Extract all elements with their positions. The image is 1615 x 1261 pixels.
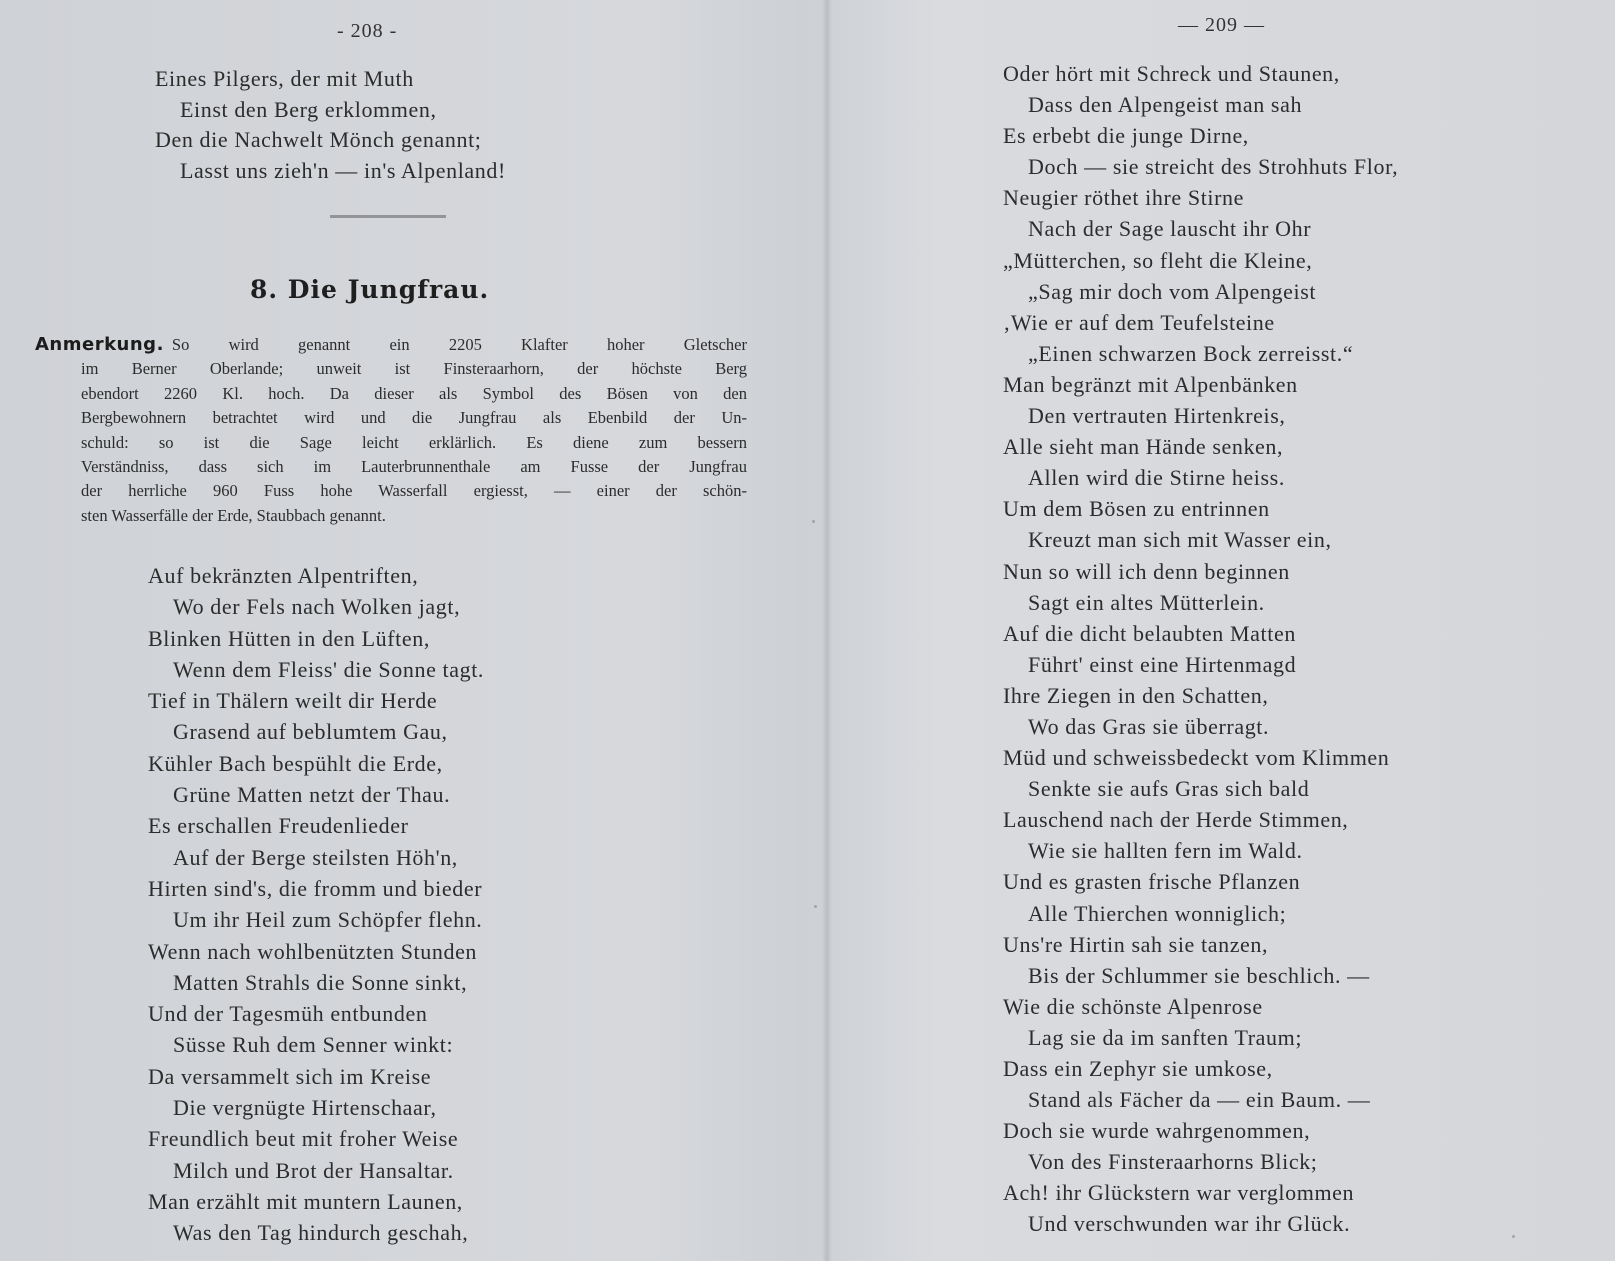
verse-line: Man begränzt mit Alpenbänken [1003,371,1298,397]
verse-line: Die vergnügte Hirtenschaar, [173,1095,437,1121]
verse-line: Da versammelt sich im Kreise [148,1063,432,1089]
paper-speck [1512,1235,1515,1238]
verse-line: Dass ein Zephyr sie umkose, [1003,1056,1273,1081]
verse-line: Wie sie hallten fern im Wald. [1028,838,1303,864]
verse-line: Wenn dem Fleiss' die Sonne tagt. [173,656,485,682]
verse-line: „Einen schwarzen Bock zerreisst.“ [1028,340,1354,366]
verse-line: Auf bekränzten Alpentriften, [148,563,419,588]
verse-line: Uns're Hirtin sah sie tanzen, [1003,931,1269,957]
verse-line: Lasst uns zieh'n — in's Alpenland! [180,157,506,183]
verse-line: ‚Wie er auf dem Teufelsteine [1003,309,1275,335]
verse-line: Um ihr Heil zum Schöpfer flehn. [173,907,483,933]
verse-line: Milch und Brot der Hansaltar. [173,1157,454,1183]
verse-line: Auf die dicht belaubten Matten [1003,620,1296,646]
poem-title: 8. Die Jungfrau. [250,275,490,304]
verse-line: Um dem Bösen zu entrinnen [1003,496,1270,522]
right-page [832,0,1615,1261]
top-verse [155,64,506,186]
verse-line: Ach! ihr Glückstern war verglommen [1003,1180,1355,1206]
verse-line: Kreuzt man sich mit Wasser ein, [1028,527,1332,553]
poem-verse-left [148,560,484,1249]
verse-line: Dass den Alpengeist man sah [1028,92,1303,118]
verse-line: Kühler Bach bespühlt die Erde, [148,750,443,776]
note-line: der herrliche 960 Fuss hohe Wasserfall ergiesst, — einer der schön- [81,481,747,501]
note-label: Anmerkung. [35,334,164,355]
verse-line: Stand als Fächer da — ein Baum. — [1028,1087,1371,1113]
verse-line: Eines Pilgers, der mit Muth [155,66,414,91]
note-text: So wird genannt ein 2205 Klafter hoher Gletscher [171,335,747,354]
note-line: im Berner Oberlande; unweit ist Finsteraarhorn, der höchste Berg [81,359,747,379]
verse-line: Doch sie wurde wahrgenommen, [1003,1118,1311,1144]
paper-speck [814,905,817,908]
verse-line: Ihre Ziegen in den Schatten, [1003,682,1269,708]
verse-line: Oder hört mit Schreck und Staunen, [1003,61,1340,86]
verse-line: Von des Finsteraarhorns Blick; [1028,1149,1318,1175]
verse-line: Wo der Fels nach Wolken jagt, [173,594,461,620]
verse-line: Allen wird die Stirne heiss. [1028,465,1285,491]
verse-line: „Sag mir doch vom Alpengeist [1028,278,1317,304]
verse-line: Wie die schönste Alpenrose [1003,993,1263,1019]
paper-speck [812,520,815,523]
verse-line: Sagt ein altes Mütterlein. [1028,589,1265,615]
note-line: Bergbewohnern betrachtet wird und die Jungfrau als Ebenbild der Un- [81,408,747,428]
verse-line: „Mütterchen, so fleht die Kleine, [1003,247,1313,273]
verse-line: Senkte sie aufs Gras sich bald [1028,776,1310,802]
verse-line: Süsse Ruh dem Senner winkt: [173,1032,454,1058]
verse-line: Doch — sie streicht des Strohhuts Flor, [1028,154,1399,180]
verse-line: Hirten sind's, die fromm und bieder [148,875,483,901]
page-number-left: - 208 - [337,20,398,42]
verse-line: Führt' einst eine Hirtenmagd [1028,651,1297,677]
poem-verse-right [1003,58,1398,1240]
verse-line: Müd und schweissbedeckt vom Klimmen [1003,745,1390,771]
note-line: Verständniss, dass sich im Lauterbrunnenthale am Fusse der Jungfrau [81,457,747,477]
verse-line: Blinken Hütten in den Lüften, [148,625,430,651]
verse-line: Und der Tagesmüh entbunden [148,1001,428,1027]
verse-line: Alle Thierchen wonniglich; [1028,900,1287,926]
verse-line: Man erzählt mit muntern Launen, [148,1188,463,1214]
page-number-right: — 209 — [1178,14,1265,36]
annotation-note [35,333,747,528]
verse-line: Den die Nachwelt Mönch genannt; [155,127,482,152]
verse-line: Grasend auf beblumtem Gau, [173,719,448,745]
verse-line: Neugier röthet ihre Stirne [1003,185,1245,211]
verse-line: Freundlich beut mit froher Weise [148,1126,459,1152]
note-line: schuld: so ist die Sage leicht erklärlich. Es diene zum bessern [81,432,747,452]
verse-line: Lauschend nach der Herde Stimmen, [1003,807,1349,833]
verse-line: Bis der Schlummer sie beschlich. — [1028,962,1370,988]
verse-line: Alle sieht man Hände senken, [1003,434,1284,460]
verse-line: Es erbebt die junge Dirne, [1003,123,1249,149]
verse-line: Und es grasten frische Pflanzen [1003,869,1301,895]
verse-line: Matten Strahls die Sonne sinkt, [173,969,468,995]
note-line [35,333,747,357]
verse-line: Es erschallen Freudenlieder [148,813,409,839]
verse-line: Wenn nach wohlbenützten Stunden [148,938,478,964]
note-line: sten Wasserfälle der Erde, Staubbach genannt. [81,505,386,525]
book-gutter [822,0,832,1261]
verse-line: Nun so will ich denn beginnen [1003,558,1290,584]
verse-line: Lag sie da im sanften Traum; [1028,1024,1303,1050]
verse-line: Einst den Berg erklommen, [180,96,437,122]
verse-line: Grüne Matten netzt der Thau. [173,782,451,808]
verse-line: Tief in Thälern weilt dir Herde [148,688,438,714]
section-divider [330,215,446,218]
verse-line: Wo das Gras sie überragt. [1028,713,1270,739]
verse-line: Den vertrauten Hirtenkreis, [1028,403,1286,429]
note-line: ebendort 2260 Kl. hoch. Da dieser als Symbol des Bösen von den [81,383,747,403]
verse-line: Auf der Berge steilsten Höh'n, [173,844,458,870]
verse-line: Nach der Sage lauscht ihr Ohr [1028,216,1312,242]
verse-line: Was den Tag hindurch geschah, [173,1220,469,1246]
verse-line: Und verschwunden war ihr Glück. [1028,1211,1351,1237]
